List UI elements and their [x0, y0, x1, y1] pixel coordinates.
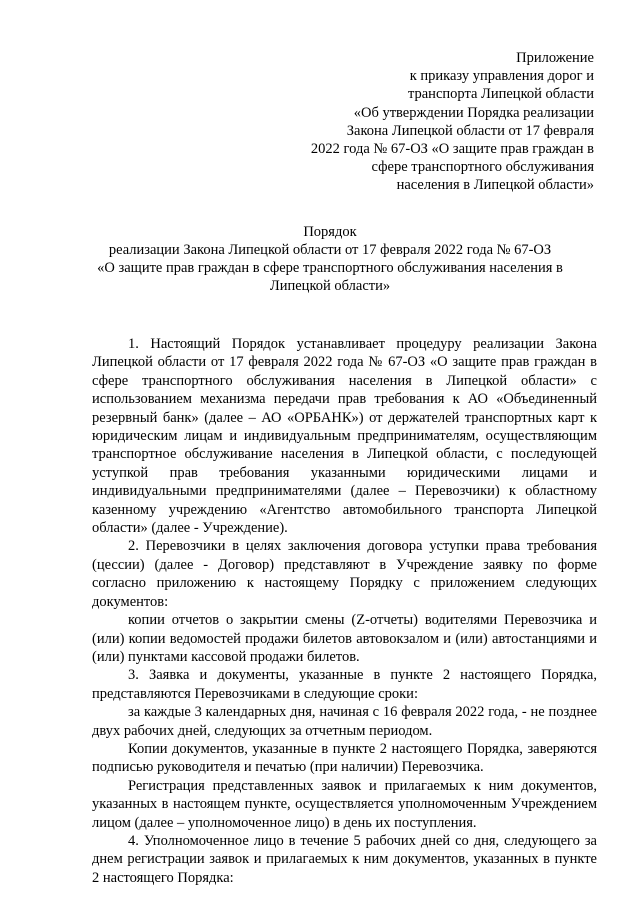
- appendix-line: к приказу управления дорог и: [409, 68, 594, 85]
- document-title-block: [56, 223, 604, 295]
- paragraph-2: 2. Перевозчики в целях заключения договора уступки права требования (цессии) (далее - Договор) представляют в Учреждение заявку по форме согласно приложению к настоящему Порядку с приложением следующих документов:: [92, 538, 597, 610]
- document-body: [92, 335, 597, 887]
- appendix-line: сфере транспортного обслуживания: [371, 159, 594, 176]
- paragraph-1: 1. Настоящий Порядок устанавливает процедуру реализации Закона Липецкой области от 17 февраля 2022 года № 67-ОЗ «О защите прав граждан в сфере транспортного обслуживания населения в Липецкой области» с использованием механизма передачи прав требования к АО «Объединенный резервный банк» (далее – АО «ОРБАНК») от держателей транспортных карт к юридическим лицам и индивидуальным предпринимателям, осуществляющим транспортное обслуживание населения в Липецкой области, с последующей уступкой прав требования указанными юридическими лицами и индивидуальными предпринимателями (далее – Перевозчики) к областному казенному учреждению «Агентство автомобильного транспорта Липецкой области» (далее - Учреждение).: [92, 336, 597, 537]
- paragraph-2-list-item: копии отчетов о закрытии смены (Z-отчеты) водителями Перевозчика и (или) копии ведомостей продажи билетов автовокзалом и (или) автостанциями и (или) пунктами кассовой продажи билетов.: [92, 612, 597, 665]
- appendix-line: Приложение: [516, 50, 594, 66]
- document-subtitle-line: Липецкой области»: [269, 278, 391, 294]
- appendix-line: транспорта Липецкой области: [407, 86, 594, 103]
- paragraph-3-deadline: за каждые 3 календарных дня, начиная с 16 февраля 2022 года, - не позднее двух рабочих дней, следующих за отчетным периодом.: [92, 704, 597, 739]
- document-subtitle-line: реализации Закона Липецкой области от 17 февраля 2022 года № 67-ОЗ: [108, 242, 552, 258]
- paragraph-4: 4. Уполномоченное лицо в течение 5 рабочих дней со дня, следующего за днем регистрации заявок и прилагаемых к ним документов, указанных в пункте 2 настоящего Порядка:: [92, 832, 597, 886]
- appendix-line: Закона Липецкой области от 17 февраля: [346, 122, 594, 139]
- appendix-line: 2022 года № 67-ОЗ «О защите прав граждан в: [310, 141, 594, 158]
- appendix-header: [264, 49, 594, 195]
- appendix-line: «Об утверждении Порядка реализации: [353, 104, 594, 121]
- document-title: Порядок: [303, 224, 357, 240]
- paragraph-3-copies: Копии документов, указанные в пункте 2 настоящего Порядка, заверяются подписью руководителя и печатью (при наличии) Перевозчика.: [92, 740, 597, 776]
- paragraph-3: 3. Заявка и документы, указанные в пункте 2 настоящего Порядка, представляются Перевозчиками в следующие сроки:: [92, 667, 597, 702]
- paragraph-3-registration: Регистрация представленных заявок и прилагаемых к ним документов, указанных в настоящем пункте, осуществляется уполномоченным Учреждением лицом (далее – уполномоченное лицо) в день их поступления.: [92, 777, 597, 831]
- appendix-line: населения в Липецкой области»: [396, 177, 594, 194]
- document-subtitle-line: «О защите прав граждан в сфере транспортного обслуживания населения в: [97, 260, 563, 276]
